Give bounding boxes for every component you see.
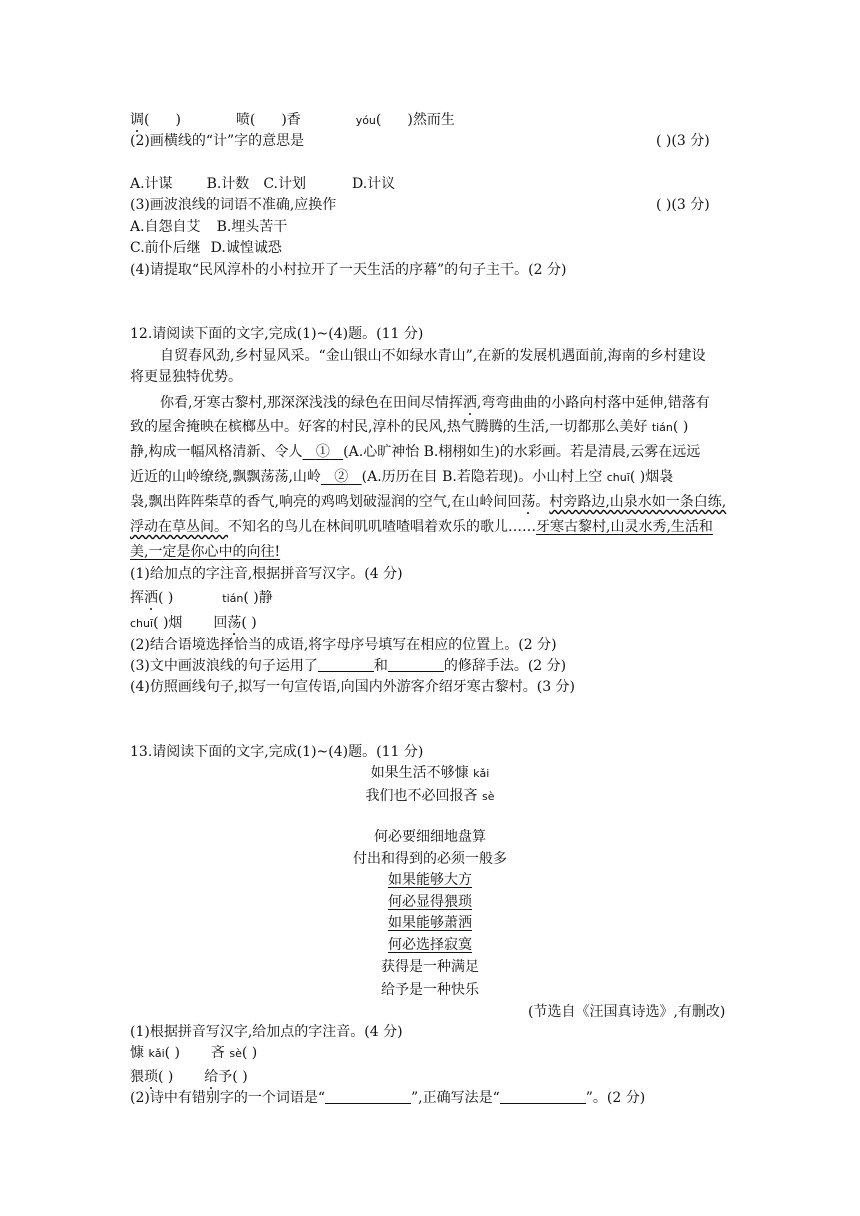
pinyin: sè [229,1047,242,1060]
answer-blank[interactable] [388,657,444,672]
q12-title: 12.请阅读下面的文字,完成(1)~(4)题。(11 分) [130,326,424,342]
wavy-sentence: 浮动在草丛间。 [130,519,228,535]
underlined-sentence: 牙寒古黎村,山灵水秀,生活和 [536,519,713,535]
q12-sub4: (4)仿照画线句子,拟写一句宣传语,向国内外游客介绍牙寒古黎村。(3 分) [130,679,576,695]
poem-line: 如果生活不够慷 kǎi [370,765,490,781]
pinyin: tián [222,592,244,605]
q13-title: 13.请阅读下面的文字,完成(1)~(4)题。(11 分) [130,744,424,760]
q11-part2: (2)画横线的“计”字的意思是 [130,133,305,149]
q12-sub1-row1: 挥洒( ) tián( )静 [130,590,273,606]
q12-para2-line4: 近近的山岭缭绕,飘飘荡荡,山岭 ② (A.历历在目 B.若隐若现)。小山村上空 chuī( )烟袅 [130,469,674,485]
q12-para1-line1: 自贸春风劲,乡村显风采。“金山银山不如绿水青山”,在新的发展机遇面前,海南的乡村建设 [160,348,706,364]
q11-a1: 调 [130,112,144,128]
poem-line-underlined: 如果能够大方 [388,872,472,888]
q11-part3-options-2: C.前仆后继 D.诚惶诚恐 [130,240,282,256]
wavy-sentence: 村旁路边,山泉水如一条白练, [549,494,727,510]
underlined-sentence: 美,一定是你心中的向往! [130,544,281,560]
q12-sub1: (1)给加点的字注音,根据拼音写汉字。(4 分) [130,566,403,582]
q11-part2-options: A.计谋 B.计数 C.计划 D.计议 [130,176,396,192]
q12-para2-line2: 致的屋舍掩映在槟榔丛中。好客的村民,淳朴的民风,热气腾腾的生活,一切都那么美好 tián( ) [130,419,689,435]
pinyin: kǎi [473,767,490,780]
pinyin: yóu [355,114,376,127]
poem-line-underlined: 何必显得猥琐 [388,894,472,910]
poem-line: 我们也不必回报吝 sè [365,788,495,804]
poem-line: 付出和得到的必须一般多 [353,851,507,867]
pinyin: chuī [130,617,154,630]
pinyin: tián [651,421,673,434]
q12-para2-line7 [130,542,280,562]
q12-sub2: (2)结合语境选择恰当的成语,将字母序号填写在相应的位置上。(2 分) [130,637,557,653]
q12-sub1-row2: chuī( )烟 回荡( ) [130,615,257,631]
pinyin: sè [481,790,495,803]
q12-para1-line2: 将更显独特优势。 [130,369,242,385]
q11-part2-score: ( )(3 分) [656,133,710,149]
blank-1: ① [315,444,330,460]
q13-sub1-row2: 猥琐( ) 给予( ) [130,1069,248,1085]
q13-sub1: (1)根据拼音写汉字,给加点的字注音。(4 分) [130,1024,403,1040]
q11-part3-options-1: A.自怨自艾 B.埋头苦干 [130,219,288,235]
poem-line-underlined: 何必选择寂寞 [388,937,472,953]
pinyin: chuī [606,471,630,484]
q12-para2-line3: 静,构成一幅风格清新、令人 ① (A.心旷神怡 B.栩栩如生)的水彩画。若是清晨,云雾在远远 [130,444,701,460]
poem-line: 获得是一种满足 [381,959,479,975]
answer-blank[interactable] [500,1089,586,1104]
q12-sub3: (3)文中画波浪线的句子运用了 和 的修辞手法。(2 分) [130,658,567,674]
poem-source: (节选自《汪国真诗选》,有删改) [528,1004,726,1020]
q13-sub2: (2)诗中有错别字的一个词语是“ ”,正确写法是“ ”。(2 分) [130,1090,646,1106]
answer-blank[interactable] [325,1089,411,1104]
poem-line-underlined: 如果能够萧洒 [388,915,472,931]
q11-part3: (3)画波浪线的词语不准确,应换作 [130,197,337,213]
q12-para2-line1: 你看,牙寒古黎村,那深深浅浅的绿色在田间尽情挥洒,弯弯曲曲的小路向村落中延伸,错落有 [160,395,710,411]
q11-part3-score: ( )(3 分) [656,197,710,213]
q12-para2-line5: 袅,飘出阵阵柴草的香气,响亮的鸡鸣划破湿润的空气,在山岭间回荡。村旁路边,山泉水如一条白练, [130,494,727,510]
poem-line: 给予是一种快乐 [381,982,479,998]
poem-line: 何必要细细地盘算 [374,829,486,845]
pinyin: kǎi [148,1047,165,1060]
answer-blank[interactable] [318,657,374,672]
q13-sub1-row1: 慷 kǎi( ) 吝 sè( ) [130,1045,258,1061]
q11-line1: 调( ) 喷( )香 yóu( )然而生 [130,112,455,128]
q11-part4: (4)请提取“民风淳朴的小村拉开了一天生活的序幕”的句子主干。(2 分) [130,262,567,278]
q12-para2-line6: 浮动在草丛间。不知名的鸟儿在林间叽叽喳喳唱着欢乐的歌儿……牙寒古黎村,山灵水秀,生活和 [130,519,713,535]
blank-2: ② [334,469,349,485]
